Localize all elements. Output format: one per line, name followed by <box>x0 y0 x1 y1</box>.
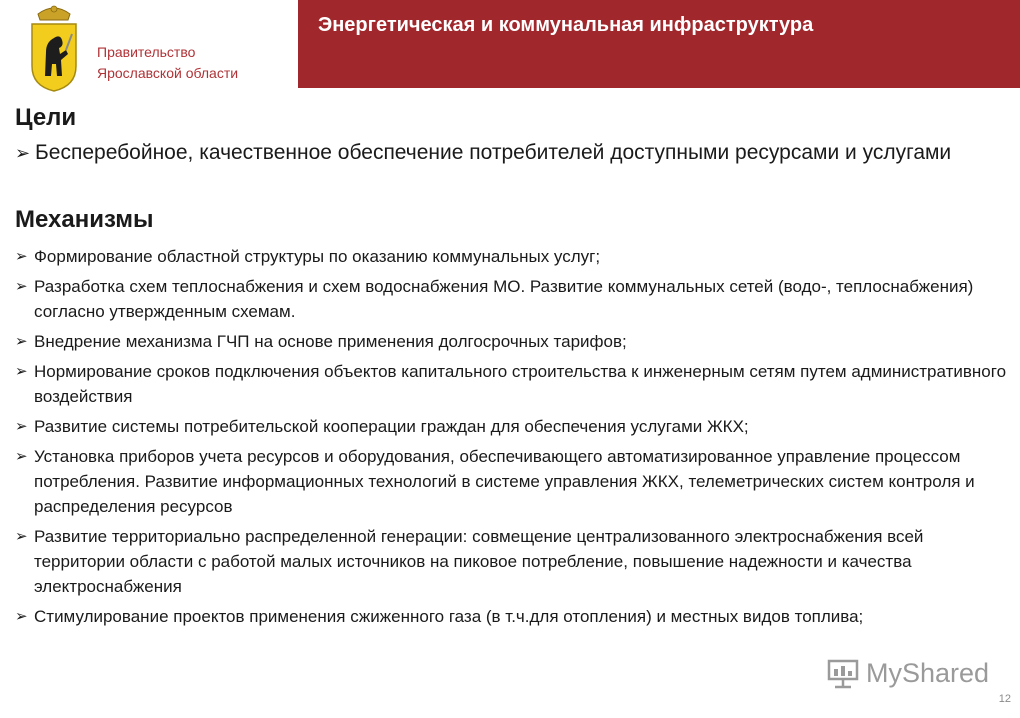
page-number: 12 <box>998 693 1011 705</box>
arrow-bullet-icon: ➢ <box>15 363 28 380</box>
list-item <box>15 414 1010 439</box>
watermark <box>826 653 989 693</box>
list-item <box>15 604 1010 629</box>
list-item-text: Установка приборов учета ресурсов и оборудования, обеспечивающего автоматизированное управление процессом потребления. Развитие информационных технологий в системе управления ЖКХ, телеметрических систем контроля и распределения ресурсов <box>34 447 975 516</box>
arrow-bullet-icon: ➢ <box>15 143 31 163</box>
arrow-bullet-icon: ➢ <box>15 528 28 545</box>
arrow-bullet-icon: ➢ <box>15 333 28 350</box>
arrow-bullet-icon: ➢ <box>15 278 28 295</box>
list-item <box>15 444 1010 519</box>
goal-item <box>15 139 1005 166</box>
arrow-bullet-icon: ➢ <box>15 248 28 265</box>
list-item <box>15 524 1010 599</box>
list-item <box>15 244 1010 269</box>
arrow-bullet-icon: ➢ <box>15 418 28 435</box>
arrow-bullet-icon: ➢ <box>15 608 28 625</box>
list-item <box>15 274 1010 324</box>
mechanisms-heading: Механизмы <box>15 206 154 233</box>
org-line-2: Ярославской области <box>97 65 239 81</box>
org-line-1: Правительство <box>97 44 196 60</box>
list-item-text: Стимулирование проектов применения сжиженного газа (в т.ч.для отопления) и местных видов топлива; <box>34 607 864 626</box>
organization-name <box>97 42 238 84</box>
list-item <box>15 359 1010 409</box>
list-item <box>15 329 1010 354</box>
list-item-text: Внедрение механизма ГЧП на основе применения долгосрочных тарифов; <box>34 332 627 351</box>
list-item-text: Разработка схем теплоснабжения и схем водоснабжения МО. Развитие коммунальных сетей (водо-, теплоснабжения) согласно утвержденным схемам. <box>34 277 974 321</box>
presentation-icon <box>826 657 860 689</box>
header-band <box>298 0 1020 88</box>
goal-text: Бесперебойное, качественное обеспечение потребителей доступными ресурсами и услугами <box>35 141 952 164</box>
list-item-text: Развитие территориально распределенной генерации: совмещение централизованного электроснабжения всей территории области с работой малых источников на пиковое потребление, повышение надежности и качества электроснабжения <box>34 527 924 596</box>
list-item-text: Нормирование сроков подключения объектов капитального строительства к инженерным сетям путем административного воздействия <box>34 362 1007 406</box>
arrow-bullet-icon: ➢ <box>15 448 28 465</box>
watermark-text: MyShared <box>866 657 990 688</box>
list-item-text: Развитие системы потребительской кооперации граждан для обеспечения услугами ЖКХ; <box>34 417 749 436</box>
mechanisms-list <box>15 244 1010 634</box>
goals-heading: Цели <box>15 104 77 131</box>
coat-of-arms-icon <box>28 4 80 92</box>
page-title: Энергетическая и коммунальная инфраструктура <box>318 14 814 36</box>
list-item-text: Формирование областной структуры по оказанию коммунальных услуг; <box>34 247 601 266</box>
